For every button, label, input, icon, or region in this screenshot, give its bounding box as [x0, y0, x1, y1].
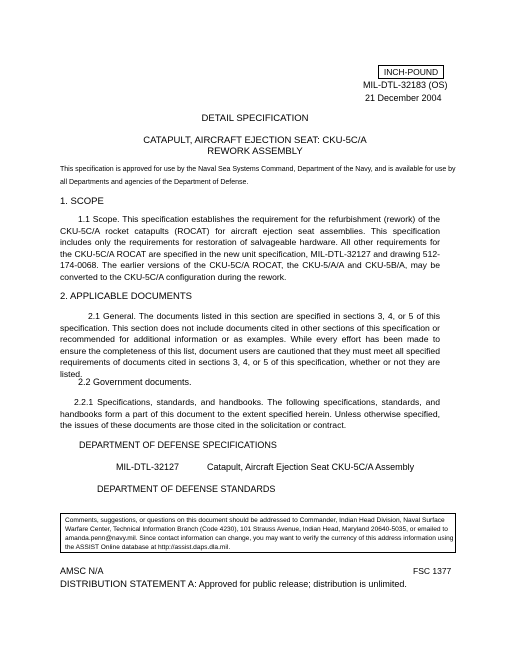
inch-pound-box: INCH-POUND	[378, 65, 444, 79]
section-2-1-label: 2.1 General.	[88, 311, 136, 321]
section-2-2-heading: 2.2 Government documents.	[78, 377, 192, 387]
dod-standards-heading: DEPARTMENT OF DEFENSE STANDARDS	[97, 484, 276, 494]
section-1-1-paragraph	[60, 214, 440, 283]
comments-notice-box: Comments, suggestions, or questions on this document should be addressed to Commander, Indian Head Division, Naval Surface Warfare Center, Technical Information Branch (Code 4230), 101 Strauss Avenue, Indian Head, Maryland 20640-5035, or emailed to amanda.penn@navy.mil. Since contact information can change, you may want to verify the currency of this address information using the ASSIST Online database at http://assist.daps.dla.mil.	[60, 513, 456, 553]
fsc-number: FSC 1377	[413, 566, 452, 576]
document-title-line2: REWORK ASSEMBLY	[207, 146, 303, 157]
section-2-1-paragraph	[60, 311, 440, 380]
section-1-heading: 1. SCOPE	[60, 196, 104, 207]
document-number: MIL-DTL-32183 (OS)	[363, 80, 448, 90]
distribution-statement	[60, 579, 407, 590]
section-1-1-label: 1.1 Scope.	[78, 214, 120, 224]
section-2-1-text: The documents listed in this section are specified in sections 3, 4, or 5 of this specification. This section does not include documents cited in other sections of this specification or recommended for additional information or as examples. While every effort has been made to ensure the completeness of this list, document users are cautioned that they must meet all specified requirements of documents cited in sections 3, 4, or 5 of this specification, whether or not they are listed.	[60, 311, 440, 379]
document-date: 21 December 2004	[365, 93, 442, 103]
spec-title: Catapult, Aircraft Ejection Seat CKU-5C/A Assembly	[207, 462, 415, 472]
section-2-2-1-text: The following specifications, standards, and handbooks form a part of this document to the extent specified herein. Unless otherwise specified, the issues of these documents are those cited in the solicitation or contract.	[60, 397, 440, 430]
section-2-heading: 2. APPLICABLE DOCUMENTS	[60, 291, 192, 302]
spec-list-item	[116, 462, 414, 472]
section-1-1-text: This specification establishes the requirement for the refurbishment (rework) of the CKU-5C/A rocket catapults (ROCAT) for aircraft ejection seat assemblies. This specification includes only the requirements for restoration of salvageable hardware. All other requirements for the CKU-5C/A ROCAT are specified in the new unit specification, MIL-DTL-32127 and drawing 512-174-0068. The earlier versions of the CKU-5C/A ROCAT, the CKU-5/A/A and CKU-5B/A, may be converted to the CKU-5C/A configuration during the rework.	[60, 214, 441, 282]
document-title-line1: CATAPULT, AIRCRAFT EJECTION SEAT: CKU-5C/A	[143, 135, 367, 146]
amsc-number: AMSC N/A	[60, 566, 104, 576]
dod-specifications-heading: DEPARTMENT OF DEFENSE SPECIFICATIONS	[79, 440, 277, 450]
distribution-text: Approved for public release; distribution is unlimited.	[198, 579, 407, 589]
approval-statement: This specification is approved for use by the Naval Sea Systems Command, Department of the Navy, and is available for use by all Departments and agencies of the Department of Defense.	[60, 166, 456, 186]
spec-number: MIL-DTL-32127	[116, 462, 180, 472]
document-type: DETAIL SPECIFICATION	[201, 113, 309, 124]
section-2-2-1-paragraph	[60, 397, 440, 432]
section-2-2-1-label: 2.2.1 Specifications, standards, and handbooks.	[74, 397, 264, 407]
distribution-label: DISTRIBUTION STATEMENT A:	[60, 579, 197, 590]
